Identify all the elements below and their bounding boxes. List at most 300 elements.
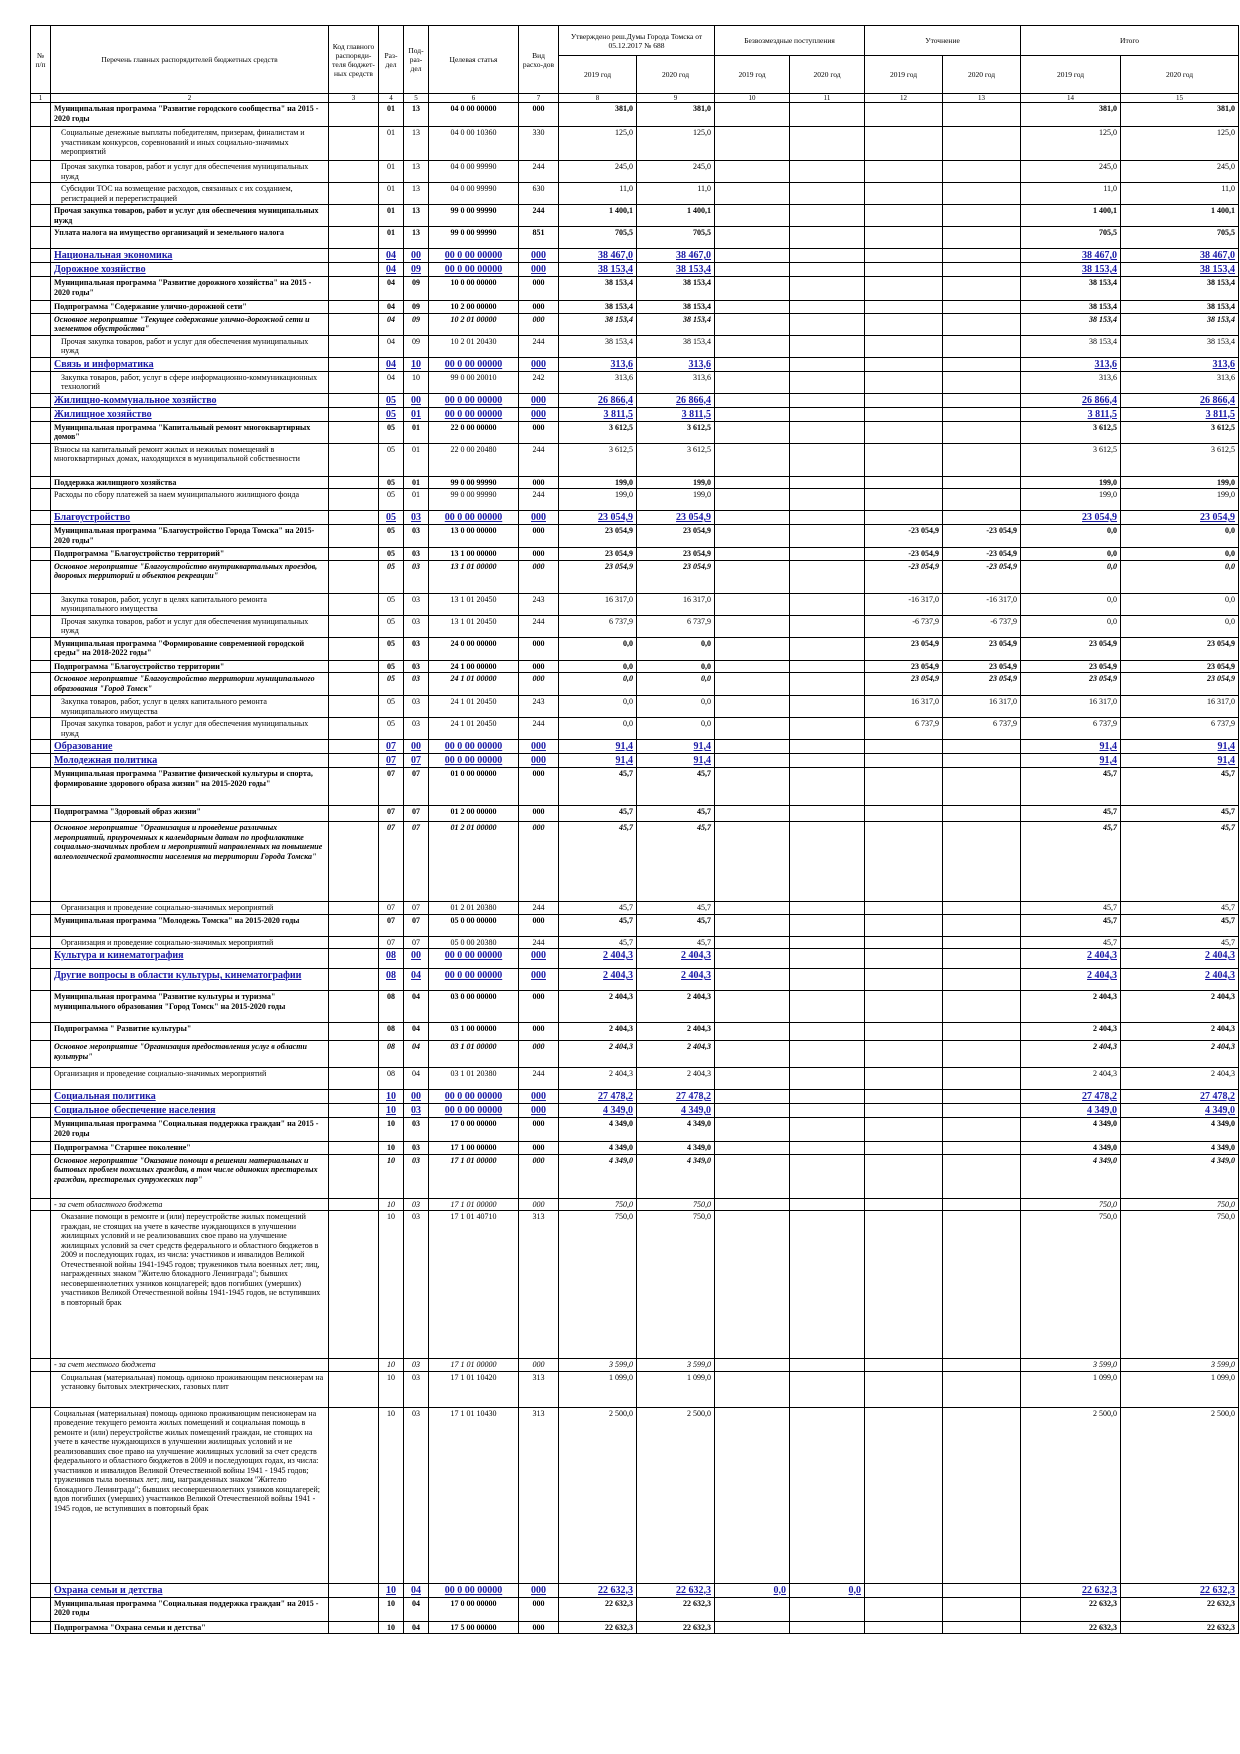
cell-approved-2019: 2 404,3 — [559, 949, 637, 969]
cell-utoch-2019 — [865, 1041, 943, 1068]
cell-approved-2019: 45,7 — [559, 822, 637, 902]
cell-utoch-2020 — [943, 511, 1021, 525]
cell-itogo-2020: 0,0 — [1121, 548, 1239, 561]
cell-itogo-2019: 313,6 — [1021, 371, 1121, 393]
cell-name: Национальная экономика — [51, 249, 329, 263]
cell-itogo-2019: 2 404,3 — [1021, 949, 1121, 969]
cell-name: Подпрограмма "Благоустройство территории" — [51, 660, 329, 673]
cell-kod — [329, 249, 379, 263]
cell-num — [31, 1211, 51, 1359]
cell-gratis-2020 — [790, 277, 865, 301]
cell-gratis-2019 — [715, 511, 790, 525]
cell-itogo-2020: 199,0 — [1121, 489, 1239, 511]
cell-num — [31, 249, 51, 263]
cell-gratis-2019 — [715, 936, 790, 949]
cell-itogo-2019: 23 054,9 — [1021, 511, 1121, 525]
cell-utoch-2019 — [865, 754, 943, 768]
col-num-header: № п/п — [31, 26, 51, 94]
cell-podrazdel: 01 — [404, 443, 429, 476]
cell-kod — [329, 991, 379, 1023]
cell-gratis-2020 — [790, 205, 865, 227]
cell-kod — [329, 205, 379, 227]
cell-itogo-2019: 750,0 — [1021, 1211, 1121, 1359]
column-number: 11 — [790, 94, 865, 103]
col-cst-header: Целевая статья — [429, 26, 519, 94]
cell-vr: 000 — [519, 1142, 559, 1155]
cell-vr: 244 — [519, 1068, 559, 1090]
cell-gratis-2019 — [715, 1090, 790, 1104]
cell-itogo-2019: 4 349,0 — [1021, 1104, 1121, 1118]
cell-num — [31, 969, 51, 991]
cell-kod — [329, 1621, 379, 1634]
cell-cst: 03 1 01 00000 — [429, 1041, 519, 1068]
cell-vr: 851 — [519, 227, 559, 249]
cell-name: Субсидии ТОС на возмещение расходов, связанных с их созданием, регистрацией и перерегистрацией — [51, 183, 329, 205]
cell-utoch-2020 — [943, 806, 1021, 822]
cell-itogo-2019: 4 349,0 — [1021, 1154, 1121, 1198]
cell-approved-2019: 3 612,5 — [559, 443, 637, 476]
cell-vr: 000 — [519, 969, 559, 991]
cell-gratis-2020 — [790, 718, 865, 740]
cell-kod — [329, 1211, 379, 1359]
cell-vr: 000 — [519, 393, 559, 407]
cell-vr: 000 — [519, 1118, 559, 1142]
cell-itogo-2019: 313,6 — [1021, 357, 1121, 371]
cell-name: Основное мероприятие "Организация предоставления услуг в области культуры" — [51, 1041, 329, 1068]
cell-approved-2020: 0,0 — [637, 637, 715, 660]
cell-gratis-2019 — [715, 593, 790, 615]
cell-num — [31, 489, 51, 511]
cell-gratis-2019 — [715, 1597, 790, 1621]
cell-num — [31, 301, 51, 314]
cell-gratis-2019 — [715, 103, 790, 127]
cell-vr: 000 — [519, 754, 559, 768]
cell-gratis-2020 — [790, 1198, 865, 1211]
cell-gratis-2019 — [715, 476, 790, 489]
cell-utoch-2019 — [865, 127, 943, 161]
cell-kod — [329, 393, 379, 407]
cell-approved-2020: 2 404,3 — [637, 991, 715, 1023]
cell-name: Подпрограмма "Старшее поколение" — [51, 1142, 329, 1155]
cell-approved-2020: 23 054,9 — [637, 548, 715, 561]
table-row — [31, 161, 1239, 183]
cell-approved-2020: 3 612,5 — [637, 421, 715, 443]
table-row — [31, 1090, 1239, 1104]
cell-podrazdel: 03 — [404, 593, 429, 615]
cell-itogo-2019: 2 500,0 — [1021, 1407, 1121, 1583]
cell-approved-2019: 11,0 — [559, 183, 637, 205]
column-number: 14 — [1021, 94, 1121, 103]
cell-razdel: 04 — [379, 313, 404, 335]
cell-name: Прочая закупка товаров, работ и услуг для обеспечения муниципальных нужд — [51, 161, 329, 183]
cell-approved-2020: 1 400,1 — [637, 205, 715, 227]
cell-gratis-2019 — [715, 1023, 790, 1041]
cell-cst: 01 2 00 00000 — [429, 806, 519, 822]
cell-kod — [329, 1371, 379, 1407]
cell-kod — [329, 476, 379, 489]
cell-razdel: 08 — [379, 991, 404, 1023]
table-header — [31, 26, 1239, 103]
cell-razdel: 10 — [379, 1118, 404, 1142]
cell-cst: 03 1 01 20380 — [429, 1068, 519, 1090]
cell-itogo-2020: 245,0 — [1121, 161, 1239, 183]
cell-cst: 00 0 00 00000 — [429, 511, 519, 525]
cell-vr: 244 — [519, 936, 559, 949]
cell-kod — [329, 103, 379, 127]
cell-name: Другие вопросы в области культуры, кинематографии — [51, 969, 329, 991]
cell-razdel: 04 — [379, 371, 404, 393]
cell-approved-2020: 245,0 — [637, 161, 715, 183]
cell-approved-2020: 2 500,0 — [637, 1407, 715, 1583]
cell-approved-2019: 4 349,0 — [559, 1154, 637, 1198]
cell-name: Образование — [51, 740, 329, 754]
cell-kod — [329, 593, 379, 615]
cell-approved-2020: 45,7 — [637, 914, 715, 936]
cell-gratis-2020: 0,0 — [790, 1583, 865, 1597]
cell-approved-2020: 199,0 — [637, 476, 715, 489]
cell-itogo-2020: 1 400,1 — [1121, 205, 1239, 227]
cell-vr: 000 — [519, 560, 559, 593]
cell-num — [31, 806, 51, 822]
table-row — [31, 806, 1239, 822]
cell-approved-2019: 1 099,0 — [559, 1371, 637, 1407]
cell-gratis-2020 — [790, 161, 865, 183]
cell-gratis-2019 — [715, 822, 790, 902]
cell-kod — [329, 127, 379, 161]
table-row — [31, 696, 1239, 718]
cell-itogo-2020: 38 153,4 — [1121, 313, 1239, 335]
cell-approved-2020: 38 153,4 — [637, 313, 715, 335]
cell-podrazdel: 13 — [404, 161, 429, 183]
cell-itogo-2019: 0,0 — [1021, 560, 1121, 593]
cell-approved-2019: 381,0 — [559, 103, 637, 127]
cell-approved-2019: 4 349,0 — [559, 1118, 637, 1142]
table-row — [31, 593, 1239, 615]
cell-itogo-2020: 4 349,0 — [1121, 1104, 1239, 1118]
cell-gratis-2020 — [790, 548, 865, 561]
table-row — [31, 443, 1239, 476]
cell-utoch-2019 — [865, 1597, 943, 1621]
cell-utoch-2020 — [943, 1621, 1021, 1634]
cell-utoch-2020 — [943, 301, 1021, 314]
cell-utoch-2020: 16 317,0 — [943, 696, 1021, 718]
cell-gratis-2020 — [790, 249, 865, 263]
cell-name: Муниципальная программа "Формирование современной городской среды" на 2018-2022 годы" — [51, 637, 329, 660]
cell-approved-2019: 45,7 — [559, 914, 637, 936]
cell-itogo-2019: 0,0 — [1021, 525, 1121, 548]
cell-name: Поддержка жилищного хозяйства — [51, 476, 329, 489]
cell-utoch-2020 — [943, 277, 1021, 301]
cell-cst: 17 1 01 00000 — [429, 1198, 519, 1211]
cell-razdel: 07 — [379, 902, 404, 915]
table-row — [31, 1583, 1239, 1597]
cell-itogo-2020: 2 500,0 — [1121, 1407, 1239, 1583]
cell-itogo-2020: 2 404,3 — [1121, 969, 1239, 991]
cell-approved-2020: 91,4 — [637, 740, 715, 754]
cell-cst: 00 0 00 00000 — [429, 263, 519, 277]
cell-gratis-2020 — [790, 357, 865, 371]
col-kod-header: Код главного распоряди-теля бюджет-ных средств — [329, 26, 379, 94]
cell-kod — [329, 902, 379, 915]
cell-itogo-2019: 2 404,3 — [1021, 1023, 1121, 1041]
cell-name: Муниципальная программа "Развитие физической культуры и спорта, формирование здорового образа жизни" на 2015-2020 годы" — [51, 768, 329, 806]
cell-approved-2020: 6 737,9 — [637, 615, 715, 637]
cell-gratis-2019 — [715, 205, 790, 227]
cell-name: Закупка товаров, работ, услуг в сфере информационно-коммуникационных технологий — [51, 371, 329, 393]
table-row — [31, 1371, 1239, 1407]
year-2020-header: 2020 год — [637, 56, 715, 94]
table-row — [31, 1142, 1239, 1155]
cell-itogo-2020: 26 866,4 — [1121, 393, 1239, 407]
cell-gratis-2020 — [790, 593, 865, 615]
table-row — [31, 1023, 1239, 1041]
cell-num — [31, 205, 51, 227]
cell-podrazdel: 03 — [404, 1211, 429, 1359]
column-number: 4 — [379, 94, 404, 103]
cell-gratis-2020 — [790, 183, 865, 205]
cell-razdel: 04 — [379, 263, 404, 277]
cell-gratis-2020 — [790, 443, 865, 476]
cell-itogo-2019: 125,0 — [1021, 127, 1121, 161]
cell-approved-2020: 45,7 — [637, 822, 715, 902]
year-2020-header: 2020 год — [943, 56, 1021, 94]
cell-utoch-2020 — [943, 421, 1021, 443]
cell-gratis-2020 — [790, 511, 865, 525]
table-row — [31, 718, 1239, 740]
cell-utoch-2019 — [865, 949, 943, 969]
cell-vr: 000 — [519, 1359, 559, 1372]
cell-podrazdel: 07 — [404, 754, 429, 768]
cell-gratis-2020 — [790, 313, 865, 335]
cell-podrazdel: 10 — [404, 357, 429, 371]
cell-itogo-2019: 3 599,0 — [1021, 1359, 1121, 1372]
cell-itogo-2020: 6 737,9 — [1121, 718, 1239, 740]
cell-utoch-2019: -23 054,9 — [865, 525, 943, 548]
cell-approved-2019: 38 467,0 — [559, 249, 637, 263]
cell-razdel: 07 — [379, 936, 404, 949]
table-row — [31, 127, 1239, 161]
cell-kod — [329, 822, 379, 902]
cell-gratis-2020 — [790, 1068, 865, 1090]
cell-kod — [329, 548, 379, 561]
cell-itogo-2019: 2 404,3 — [1021, 1041, 1121, 1068]
table-row — [31, 1597, 1239, 1621]
cell-approved-2019: 3 811,5 — [559, 407, 637, 421]
cell-gratis-2020 — [790, 1118, 865, 1142]
cell-razdel: 08 — [379, 1041, 404, 1068]
cell-vr: 000 — [519, 637, 559, 660]
cell-kod — [329, 1142, 379, 1155]
budget-table-sheet — [30, 25, 1236, 1634]
cell-cst: 10 2 00 00000 — [429, 301, 519, 314]
cell-num — [31, 754, 51, 768]
cell-approved-2019: 91,4 — [559, 740, 637, 754]
cell-itogo-2019: 3 612,5 — [1021, 443, 1121, 476]
cell-utoch-2020 — [943, 249, 1021, 263]
cell-name: Муниципальная программа "Развитие городского сообщества" на 2015 - 2020 годы — [51, 103, 329, 127]
cell-approved-2019: 45,7 — [559, 902, 637, 915]
cell-utoch-2019 — [865, 407, 943, 421]
cell-num — [31, 313, 51, 335]
cell-itogo-2019: 91,4 — [1021, 754, 1121, 768]
cell-itogo-2019: 38 153,4 — [1021, 335, 1121, 357]
cell-approved-2020: 1 099,0 — [637, 1371, 715, 1407]
cell-itogo-2020: 2 404,3 — [1121, 949, 1239, 969]
cell-utoch-2019 — [865, 421, 943, 443]
cell-itogo-2019: 22 632,3 — [1021, 1621, 1121, 1634]
cell-utoch-2020 — [943, 335, 1021, 357]
cell-utoch-2020 — [943, 1154, 1021, 1198]
cell-itogo-2020: 38 153,4 — [1121, 301, 1239, 314]
cell-name: Основное мероприятие "Благоустройство внутриквартальных проездов, дворовых территорий и объектов рекреации" — [51, 560, 329, 593]
table-row — [31, 277, 1239, 301]
cell-num — [31, 1621, 51, 1634]
cell-gratis-2020 — [790, 371, 865, 393]
cell-name: Муниципальная программа "Капитальный ремонт многоквартирных домов" — [51, 421, 329, 443]
cell-approved-2019: 38 153,4 — [559, 313, 637, 335]
cell-kod — [329, 969, 379, 991]
cell-approved-2020: 199,0 — [637, 489, 715, 511]
cell-utoch-2020: 23 054,9 — [943, 660, 1021, 673]
cell-utoch-2020: -16 317,0 — [943, 593, 1021, 615]
cell-gratis-2019 — [715, 393, 790, 407]
cell-cst: 22 0 00 20480 — [429, 443, 519, 476]
cell-cst: 10 2 01 00000 — [429, 313, 519, 335]
cell-vr: 242 — [519, 371, 559, 393]
cell-approved-2019: 4 349,0 — [559, 1142, 637, 1155]
cell-kod — [329, 511, 379, 525]
cell-utoch-2020 — [943, 1597, 1021, 1621]
cell-vr: 000 — [519, 673, 559, 696]
cell-utoch-2019: 16 317,0 — [865, 696, 943, 718]
cell-cst: 01 2 01 20380 — [429, 902, 519, 915]
cell-razdel: 05 — [379, 560, 404, 593]
cell-num — [31, 1359, 51, 1372]
cell-gratis-2020 — [790, 914, 865, 936]
cell-vr: 243 — [519, 696, 559, 718]
cell-name: Муниципальная программа "Социальная поддержка граждан" на 2015 - 2020 годы — [51, 1118, 329, 1142]
cell-razdel: 10 — [379, 1359, 404, 1372]
cell-podrazdel: 03 — [404, 696, 429, 718]
cell-utoch-2020 — [943, 740, 1021, 754]
cell-num — [31, 183, 51, 205]
cell-gratis-2019 — [715, 371, 790, 393]
cell-num — [31, 227, 51, 249]
cell-utoch-2019 — [865, 914, 943, 936]
cell-itogo-2020: 45,7 — [1121, 936, 1239, 949]
cell-utoch-2020 — [943, 1068, 1021, 1090]
cell-approved-2020: 38 153,4 — [637, 335, 715, 357]
cell-utoch-2019 — [865, 511, 943, 525]
cell-kod — [329, 525, 379, 548]
cell-itogo-2019: 45,7 — [1021, 902, 1121, 915]
cell-utoch-2019 — [865, 443, 943, 476]
cell-gratis-2020 — [790, 768, 865, 806]
cell-name: Социальное обеспечение населения — [51, 1104, 329, 1118]
table-row — [31, 183, 1239, 205]
cell-gratis-2019 — [715, 1621, 790, 1634]
cell-approved-2019: 2 404,3 — [559, 991, 637, 1023]
col-podrazdel-header: Под-раз-дел — [404, 26, 429, 94]
cell-itogo-2020: 2 404,3 — [1121, 1068, 1239, 1090]
cell-podrazdel: 04 — [404, 991, 429, 1023]
cell-name: Прочая закупка товаров, работ и услуг для обеспечения муниципальных нужд — [51, 718, 329, 740]
cell-approved-2019: 3 612,5 — [559, 421, 637, 443]
cell-utoch-2020 — [943, 768, 1021, 806]
cell-gratis-2019 — [715, 754, 790, 768]
cell-num — [31, 371, 51, 393]
cell-vr: 000 — [519, 301, 559, 314]
cell-num — [31, 822, 51, 902]
cell-vr: 313 — [519, 1407, 559, 1583]
cell-name: Муниципальная программа "Благоустройство Города Томска" на 2015-2020 годы" — [51, 525, 329, 548]
column-number: 6 — [429, 94, 519, 103]
cell-kod — [329, 357, 379, 371]
cell-num — [31, 127, 51, 161]
cell-num — [31, 103, 51, 127]
cell-utoch-2019 — [865, 1090, 943, 1104]
cell-itogo-2020: 3 612,5 — [1121, 443, 1239, 476]
cell-podrazdel: 07 — [404, 768, 429, 806]
cell-name: Подпрограмма "Охрана семьи и детства" — [51, 1621, 329, 1634]
cell-utoch-2019 — [865, 1583, 943, 1597]
cell-gratis-2019 — [715, 806, 790, 822]
cell-podrazdel: 01 — [404, 421, 429, 443]
cell-num — [31, 914, 51, 936]
year-2019-header: 2019 год — [559, 56, 637, 94]
cell-utoch-2019 — [865, 249, 943, 263]
cell-itogo-2019: 6 737,9 — [1021, 718, 1121, 740]
cell-gratis-2019 — [715, 768, 790, 806]
cell-approved-2020: 16 317,0 — [637, 593, 715, 615]
cell-itogo-2019: 245,0 — [1021, 161, 1121, 183]
cell-podrazdel: 01 — [404, 489, 429, 511]
cell-utoch-2019: -6 737,9 — [865, 615, 943, 637]
cell-itogo-2019: 0,0 — [1021, 615, 1121, 637]
cell-approved-2019: 313,6 — [559, 371, 637, 393]
cell-gratis-2019 — [715, 249, 790, 263]
cell-utoch-2020 — [943, 1142, 1021, 1155]
cell-num — [31, 1154, 51, 1198]
cell-podrazdel: 03 — [404, 1371, 429, 1407]
column-number: 10 — [715, 94, 790, 103]
cell-gratis-2020 — [790, 1407, 865, 1583]
cell-approved-2020: 11,0 — [637, 183, 715, 205]
cell-cst: 99 0 00 99990 — [429, 227, 519, 249]
cell-utoch-2019 — [865, 476, 943, 489]
cell-gratis-2019 — [715, 1104, 790, 1118]
table-row — [31, 1068, 1239, 1090]
cell-num — [31, 1023, 51, 1041]
cell-name: Уплата налога на имущество организаций и земельного налога — [51, 227, 329, 249]
cell-itogo-2020: 23 054,9 — [1121, 660, 1239, 673]
table-row — [31, 740, 1239, 754]
cell-approved-2020: 23 054,9 — [637, 560, 715, 593]
cell-approved-2020: 125,0 — [637, 127, 715, 161]
cell-podrazdel: 09 — [404, 301, 429, 314]
cell-approved-2020: 3 811,5 — [637, 407, 715, 421]
cell-utoch-2020 — [943, 205, 1021, 227]
cell-gratis-2020 — [790, 615, 865, 637]
cell-approved-2020: 22 632,3 — [637, 1583, 715, 1597]
cell-gratis-2019 — [715, 407, 790, 421]
cell-utoch-2019 — [865, 1142, 943, 1155]
cell-kod — [329, 740, 379, 754]
table-row — [31, 1211, 1239, 1359]
cell-gratis-2019 — [715, 1371, 790, 1407]
cell-name: Закупка товаров, работ, услуг в целях капитального ремонта муниципального имущества — [51, 696, 329, 718]
cell-gratis-2019 — [715, 161, 790, 183]
